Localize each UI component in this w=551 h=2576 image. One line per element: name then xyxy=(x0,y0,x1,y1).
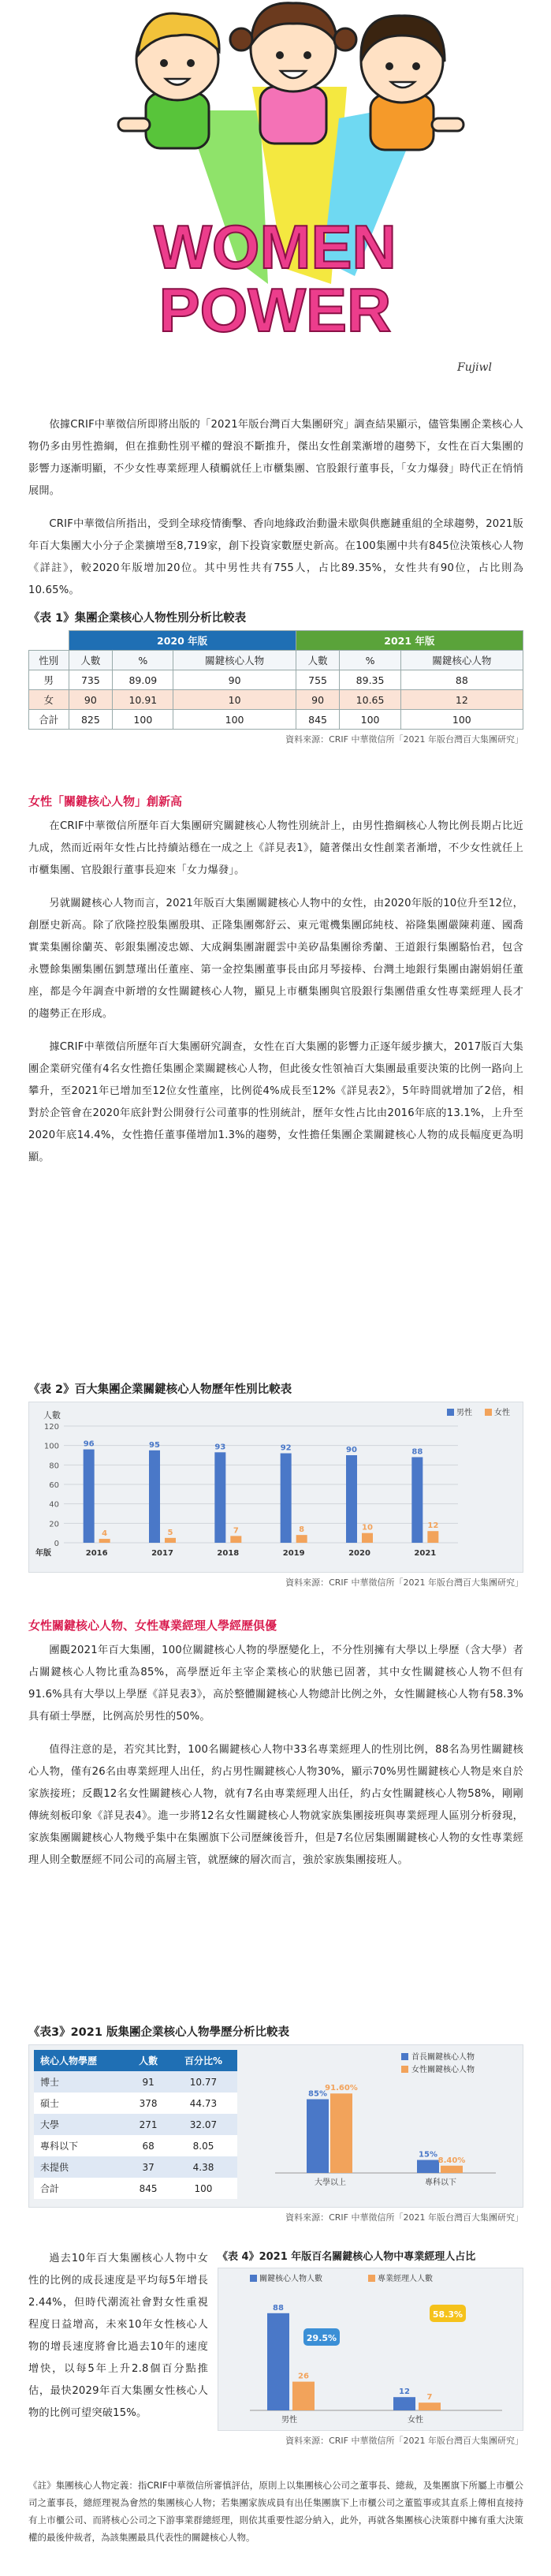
table3-source: 資料來源：CRIF 中華徵信所「2021 年版台灣百大集團研究」 xyxy=(285,2212,523,2223)
chart4-bar xyxy=(267,2313,289,2410)
footnote xyxy=(28,2477,523,2546)
table1-source: 資料來源：CRIF 中華徵信所「2021 年版台灣百大集團研究」 xyxy=(285,734,523,745)
section1 xyxy=(28,793,523,1169)
gender-trend-bar-chart xyxy=(29,1402,523,1570)
intro-paragraph-2: CRIF中華徵信所指出，受到全球疫情衝擊、香向地緣政治動盪未歇與供應鏈重組的全球趨勢，2021版年百大集團大小分子企業擴增至8,719家，創下投資家數歷史新高。在100集團中共有845位決策核心人物《詳註》，較2020年版增加20位。其中男性共有755人，占比89.35%，女性共有90位，占比則為10.65%。 xyxy=(28,518,523,596)
table-cell: 男 xyxy=(29,670,69,690)
chart2-xtick-label: 2016 xyxy=(85,1549,108,1558)
chart4-annotation-label: 58.3% xyxy=(432,2309,464,2320)
table-cell: 845 xyxy=(139,2182,158,2194)
chart2-xtick-label: 2021 xyxy=(414,1549,437,1558)
chart2-data-label: 8 xyxy=(299,1525,305,1535)
table-row xyxy=(29,690,523,710)
chart4-xtick-label: 女性 xyxy=(408,2416,423,2425)
chart2-ytick-label: 100 xyxy=(43,1442,59,1451)
table-cell: 100 xyxy=(340,710,400,730)
table-cell: 10 xyxy=(173,690,296,710)
chart2-block xyxy=(28,1380,523,1589)
chart3-data-label: 91.60% xyxy=(325,2084,358,2093)
chart2-ytick-label: 120 xyxy=(43,1423,59,1432)
chart2-ytick-label: 60 xyxy=(49,1481,59,1490)
table1-year-2021: 2021 年版 xyxy=(296,631,523,651)
chart2-xtick-label: 2019 xyxy=(282,1549,305,1558)
table3-header: 百分比% xyxy=(184,2055,222,2066)
table3-header: 核心人物學歷 xyxy=(40,2055,98,2066)
girl-left-figure xyxy=(118,13,219,148)
chart2-data-label: 95 xyxy=(149,1440,160,1450)
chart2-legend-swatch xyxy=(485,1409,492,1416)
section3-paragraph: 過去10年百大集團核心人物中女性的比例的成長速度是平均每5年增長2.44%，但時代潮流社會對女性重視程度日益增高，未來10年女性核心人物的增長速度將會比過去10年的速度增快，以每5年上升2.8個百分點推估，最快2029年百大集團女性核心人物的比例可望突破15%。 xyxy=(28,2253,208,2419)
table1-header: 性別 xyxy=(29,651,69,670)
chart4-annotation-label: 29.5% xyxy=(306,2333,337,2343)
chart3-legend-label: 首長關鍵核心人物 xyxy=(411,2053,475,2062)
education-bar-chart xyxy=(244,2047,519,2205)
table3-block xyxy=(28,2023,523,2223)
table-cell: 4.38 xyxy=(192,2161,214,2173)
table-cell: 合計 xyxy=(40,2183,60,2194)
girl-right-figure xyxy=(361,16,464,150)
footnote-text: 《註》集團核心人物定義：指CRIF中華徵信所審慎評估，原則上以集團核心公司之董事長、總裁，及集團旗下所屬上市櫃公司之董事長，總經理視為會然的集團核心人物；若集團家族成員有出任集團旗下上市櫃公司之董監事或其直系上傳相直接持有上市櫃公司、而將核心公司之下游事業群總經理，則依其重要性認分納入，此外，再就各集團核心決策群中擁有重大決策權的最後仲裁者，為該集團最具代表性的關鍵核心人物。 xyxy=(28,2480,523,2543)
table-cell: 12 xyxy=(400,690,523,710)
education-table xyxy=(34,2050,237,2199)
chart2-xtick-label: 2020 xyxy=(348,1549,370,1558)
chart4-bar xyxy=(419,2402,441,2410)
hero-title-women: WOMEN xyxy=(154,212,396,282)
table-cell: 專科以下 xyxy=(40,2141,79,2152)
chart3-data-label: 15% xyxy=(419,2150,437,2160)
gender-analysis-table xyxy=(28,630,523,730)
chart2-bar-male xyxy=(281,1454,292,1543)
table3-header-row xyxy=(34,2050,237,2071)
table-cell: 845 xyxy=(296,710,340,730)
chart2-legend-label: 女性 xyxy=(494,1409,510,1417)
chart2-data-label: 7 xyxy=(233,1526,239,1536)
table1-block xyxy=(28,609,523,745)
chart3-legend-swatch xyxy=(401,2053,408,2060)
chart4-bar xyxy=(292,2382,315,2410)
table-cell: 未提供 xyxy=(40,2162,69,2173)
hero-title-power: POWER xyxy=(158,275,392,345)
chart2-bar-male xyxy=(346,1455,357,1543)
chart2-title: 《表 2》百大集團企業關鍵核心人物歷年性別比較表 xyxy=(28,1383,292,1396)
chart2-data-label: 90 xyxy=(346,1446,357,1454)
table-cell: 8.05 xyxy=(192,2140,214,2152)
chart2-xtick-label: 2017 xyxy=(151,1549,173,1558)
table-row xyxy=(34,2071,237,2093)
table-cell: 825 xyxy=(69,710,113,730)
chart2-data-label: 10 xyxy=(362,1523,373,1533)
chart4-source: 資料來源：CRIF 中華徵信所「2021 年版台灣百大集團研究」 xyxy=(285,2436,523,2446)
table-cell: 90 xyxy=(296,690,340,710)
table-cell: 10.91 xyxy=(113,690,173,710)
chart2-panel xyxy=(28,1402,523,1573)
chart2-legend-swatch xyxy=(447,1409,454,1416)
chart3-legend-label: 女性關鍵核心人物 xyxy=(411,2066,475,2074)
chart3-bar xyxy=(441,2166,463,2173)
chart2-xlabel: 年版 xyxy=(35,1549,51,1558)
table1-header: % xyxy=(113,651,173,670)
table-cell: 100 xyxy=(173,710,296,730)
chart4-data-label: 26 xyxy=(298,2372,309,2381)
chart4-data-label: 88 xyxy=(273,2303,284,2313)
chart2-ytick-label: 0 xyxy=(54,1540,59,1548)
table-row xyxy=(29,710,523,730)
table-cell: 735 xyxy=(69,670,113,690)
table1-header: % xyxy=(340,651,400,670)
chart3-data-label: 85% xyxy=(308,2089,327,2099)
chart4-xtick-label: 男性 xyxy=(281,2416,297,2425)
table3-header: 人數 xyxy=(139,2055,158,2066)
chart2-bar-male xyxy=(411,1457,423,1543)
section2-heading: 女性關鍵核心人物、女性專業經理人學經歷俱優 xyxy=(28,1618,277,1633)
women-power-artwork xyxy=(0,0,551,402)
table-cell: 89.09 xyxy=(113,670,173,690)
chart2-data-label: 88 xyxy=(411,1447,423,1457)
table-row xyxy=(29,670,523,690)
chart2-legend-label: 男性 xyxy=(456,1409,472,1417)
chart3-bar xyxy=(330,2093,352,2173)
table-cell: 378 xyxy=(139,2097,158,2109)
chart2-data-label: 96 xyxy=(83,1439,95,1449)
chart2-data-label: 93 xyxy=(214,1443,226,1452)
chart2-ytick-label: 40 xyxy=(49,1500,59,1510)
chart2-bar-female xyxy=(165,1538,176,1543)
chart2-bar-male xyxy=(214,1452,225,1543)
section2-paragraph-1: 團觀2021年百大集團，100位關鍵核心人物的學歷變化上，不分性別擁有大學以上學歷（含大學）者占關鍵核心人物比重為85%，高學歷近年主宰企業核心的狀態已固著，其中女性關鍵核心人物不但有91.6%具有大學以上學歷《詳見表3》，高於整體關鍵核心人物總計比例之外，女性關鍵核心人物有58.3%具有碩士學歷，比例高於男性的50%。 xyxy=(28,1645,523,1723)
table1-header: 人數 xyxy=(296,651,340,670)
chart3-xtick-label: 大學以上 xyxy=(315,2178,346,2187)
table-cell: 大學 xyxy=(40,2119,60,2130)
chart3-legend-swatch xyxy=(401,2066,408,2073)
chart4-data-label: 12 xyxy=(399,2387,410,2397)
table-cell: 10.77 xyxy=(189,2076,218,2088)
table-cell: 88 xyxy=(400,670,523,690)
table-cell: 68 xyxy=(142,2140,155,2152)
chart4-legend-swatch xyxy=(368,2275,375,2282)
table-cell: 合計 xyxy=(29,710,69,730)
chart2-xtick-label: 2018 xyxy=(217,1549,240,1558)
chart4-block xyxy=(218,2248,523,2447)
chart2-ylabel: 人數 xyxy=(43,1410,61,1421)
chart4-legend-label: 關鍵核心人物人數 xyxy=(259,2275,322,2283)
table-cell: 100 xyxy=(113,710,173,730)
table1-header: 關鍵核心人物 xyxy=(400,651,523,670)
section1-paragraph-2: 另就關鍵核心人物而言，2021年版百大集團關鍵核心人物中的女性，由2020年版的10位升至12位，創歷史新高。除了欣隆控股集團殷琪、正隆集團鄭舒云、東元電機集團邱純枝、裕隆集團嚴陳莉蓮、國喬實業集團徐蘭英、彰銀集團凌忠嫄、大成鋼集團謝麗雲中美矽晶集團徐秀蘭、王道銀行集團駱怡君，包含永豐餘集團集團伍劉慧瑾出任董座、第一金控集團董事長由邱月琴接棒、台灣土地銀行集團由謝娟娟任董座，都是今年調查中新增的女性關鍵核心人物，顯見上市櫃集團與官股銀行集團借重女性專業經理人長才的趨勢正在形成。 xyxy=(28,898,523,1020)
artist-signature: Fujiwl xyxy=(457,361,493,374)
table-cell: 博士 xyxy=(40,2077,60,2088)
intro-section xyxy=(28,414,523,602)
chart4-title: 《表 4》2021 年版百名關鍵核心人物中專業經理人占比 xyxy=(218,2251,476,2263)
intro-paragraph-1: 依據CRIF中華徵信所即將出版的「2021年版台灣百大集團研究」調查結果顯示，儘管集團企業核心人物仍多由男性擔綱，但在推動性別平權的聲浪不斷推升，傑出女性創業漸增的趨勢下，女性在百大集團的影響力逐漸明顯，不少女性專業經理人積觸就任上市櫃集團、官股銀行董事長，「女力爆發」時代正在悄悄展開。 xyxy=(28,419,523,497)
section2-paragraph-2: 值得注意的是，若究其比對，100名關鍵核心人物中33名專業經理人的性別比例，88名為男性關鍵核心人物，僅有26名由專業經理人出任，約占男性關鍵核心人物30%，顯示70%男性關鍵核心人物是來自於家族接班；反觀12名女性關鍵核心人物，就有7名由專業經理人出任，約占女性關鍵核心人物58%，剛剛傳統刻板印象《詳見表4》。進一步將12名女性關鍵核心人物就家族集團接班與專業經理人區別分析發現，家族集團關鍵核心人物幾乎集中在集團旗下公司歷練後晉升，但是7名位居集團關鍵核心人物的女性專業經理人則全數歷經不同公司的高層主管，就歷練的層次而言，強於家族集團接班人。 xyxy=(28,1744,523,1866)
section1-paragraph-3: 據CRIF中華徵信所歷年百大集團研究調查，女性在百大集團的影響力正逐年緩步擴大，2017版百大集團企業研究僅有4名女性擔任集團企業關鍵核心人物，但此後女性領袖百大集團最重要決策的比例一路向上攀升，至2021年已增加至12位女性董座，比例從4%成長至12%《詳見表2》，5年時間就增加了2倍，相對於企管會在2020年底針對公開發行公司董事的性別統計，歷年女性占比由2016年底的13.1%，上升至2020年底14.4%，女性擔任董事僅增加1.3%的趨勢，女性擔任集團企業關鍵核心人物的成長幅度更為明顯。 xyxy=(28,1041,523,1163)
table1-title: 《表 1》集團企業核心人物性別分析比較表 xyxy=(28,612,247,625)
chart4-legend-swatch xyxy=(250,2275,257,2282)
chart3-bar xyxy=(417,2160,439,2174)
table-cell: 91 xyxy=(142,2076,155,2088)
chart2-bar-female xyxy=(362,1533,373,1543)
chart2-ytick-label: 20 xyxy=(49,1520,59,1529)
chart2-data-label: 4 xyxy=(102,1529,108,1539)
chart2-bar-female xyxy=(296,1535,307,1543)
table-cell: 37 xyxy=(142,2161,155,2173)
chart2-bar-female xyxy=(99,1539,110,1543)
table-cell: 89.35 xyxy=(340,670,400,690)
table-row xyxy=(34,2156,237,2178)
chart4-panel xyxy=(218,2268,523,2431)
table-cell: 碩士 xyxy=(40,2098,60,2109)
table3-title: 《表3》2021 版集團企業核心人物學歷分析比較表 xyxy=(28,2026,289,2039)
table-row xyxy=(34,2178,237,2199)
table1-header-row xyxy=(29,651,523,670)
chart3-bar xyxy=(307,2100,329,2174)
hero-illustration xyxy=(0,0,551,402)
chart2-data-label: 5 xyxy=(167,1528,173,1537)
table1-year-2020: 2020 年版 xyxy=(69,631,296,651)
table-cell: 44.73 xyxy=(189,2097,218,2109)
chart2-ytick-label: 80 xyxy=(49,1462,59,1471)
chart2-data-label: 12 xyxy=(427,1521,439,1531)
chart2-bar-male xyxy=(84,1450,95,1543)
chart4-bar xyxy=(393,2397,415,2410)
chart2-data-label: 92 xyxy=(280,1443,292,1453)
table-cell: 100 xyxy=(194,2182,213,2194)
manager-ratio-bar-chart xyxy=(218,2268,523,2429)
chart2-bar-female xyxy=(427,1531,438,1543)
section2 xyxy=(28,1617,523,1872)
table-row xyxy=(34,2114,237,2135)
chart4-data-label: 7 xyxy=(426,2393,433,2402)
table-cell: 32.07 xyxy=(189,2119,218,2130)
section1-heading: 女性「關鍵核心人物」創新高 xyxy=(28,794,183,808)
table-cell: 100 xyxy=(400,710,523,730)
table-row xyxy=(34,2093,237,2114)
table-cell: 10.65 xyxy=(340,690,400,710)
table-cell: 271 xyxy=(139,2119,158,2130)
table-cell: 女 xyxy=(29,690,69,710)
chart3-xtick-label: 專科以下 xyxy=(425,2178,456,2187)
table1-header: 人數 xyxy=(69,651,113,670)
table-row xyxy=(34,2135,237,2156)
section1-paragraph-1: 在CRIF中華徵信所歷年百大集團研究關鍵核心人物性別統計上，由男性擔綱核心人物比例長期占比近九成，然而近兩年女性占比持續站穩在一成之上《詳見表1》，隨著傑出女性創業者漸增，不少女性就任上市櫃集團、官股銀行董事長迎來「女力爆發」。 xyxy=(28,820,523,876)
table-cell: 90 xyxy=(69,690,113,710)
chart2-bar-female xyxy=(230,1536,241,1543)
table1-header: 關鍵核心人物 xyxy=(173,651,296,670)
chart2-source: 資料來源：CRIF 中華徵信所「2021 年版台灣百大集團研究」 xyxy=(285,1577,523,1588)
chart4-legend-label: 專業經理人人數 xyxy=(378,2275,433,2283)
table3-panel xyxy=(28,2044,523,2208)
table-cell: 755 xyxy=(296,670,340,690)
chart3-data-label: 8.40% xyxy=(437,2156,466,2165)
table-cell: 90 xyxy=(173,670,296,690)
chart2-bar-male xyxy=(149,1450,160,1543)
